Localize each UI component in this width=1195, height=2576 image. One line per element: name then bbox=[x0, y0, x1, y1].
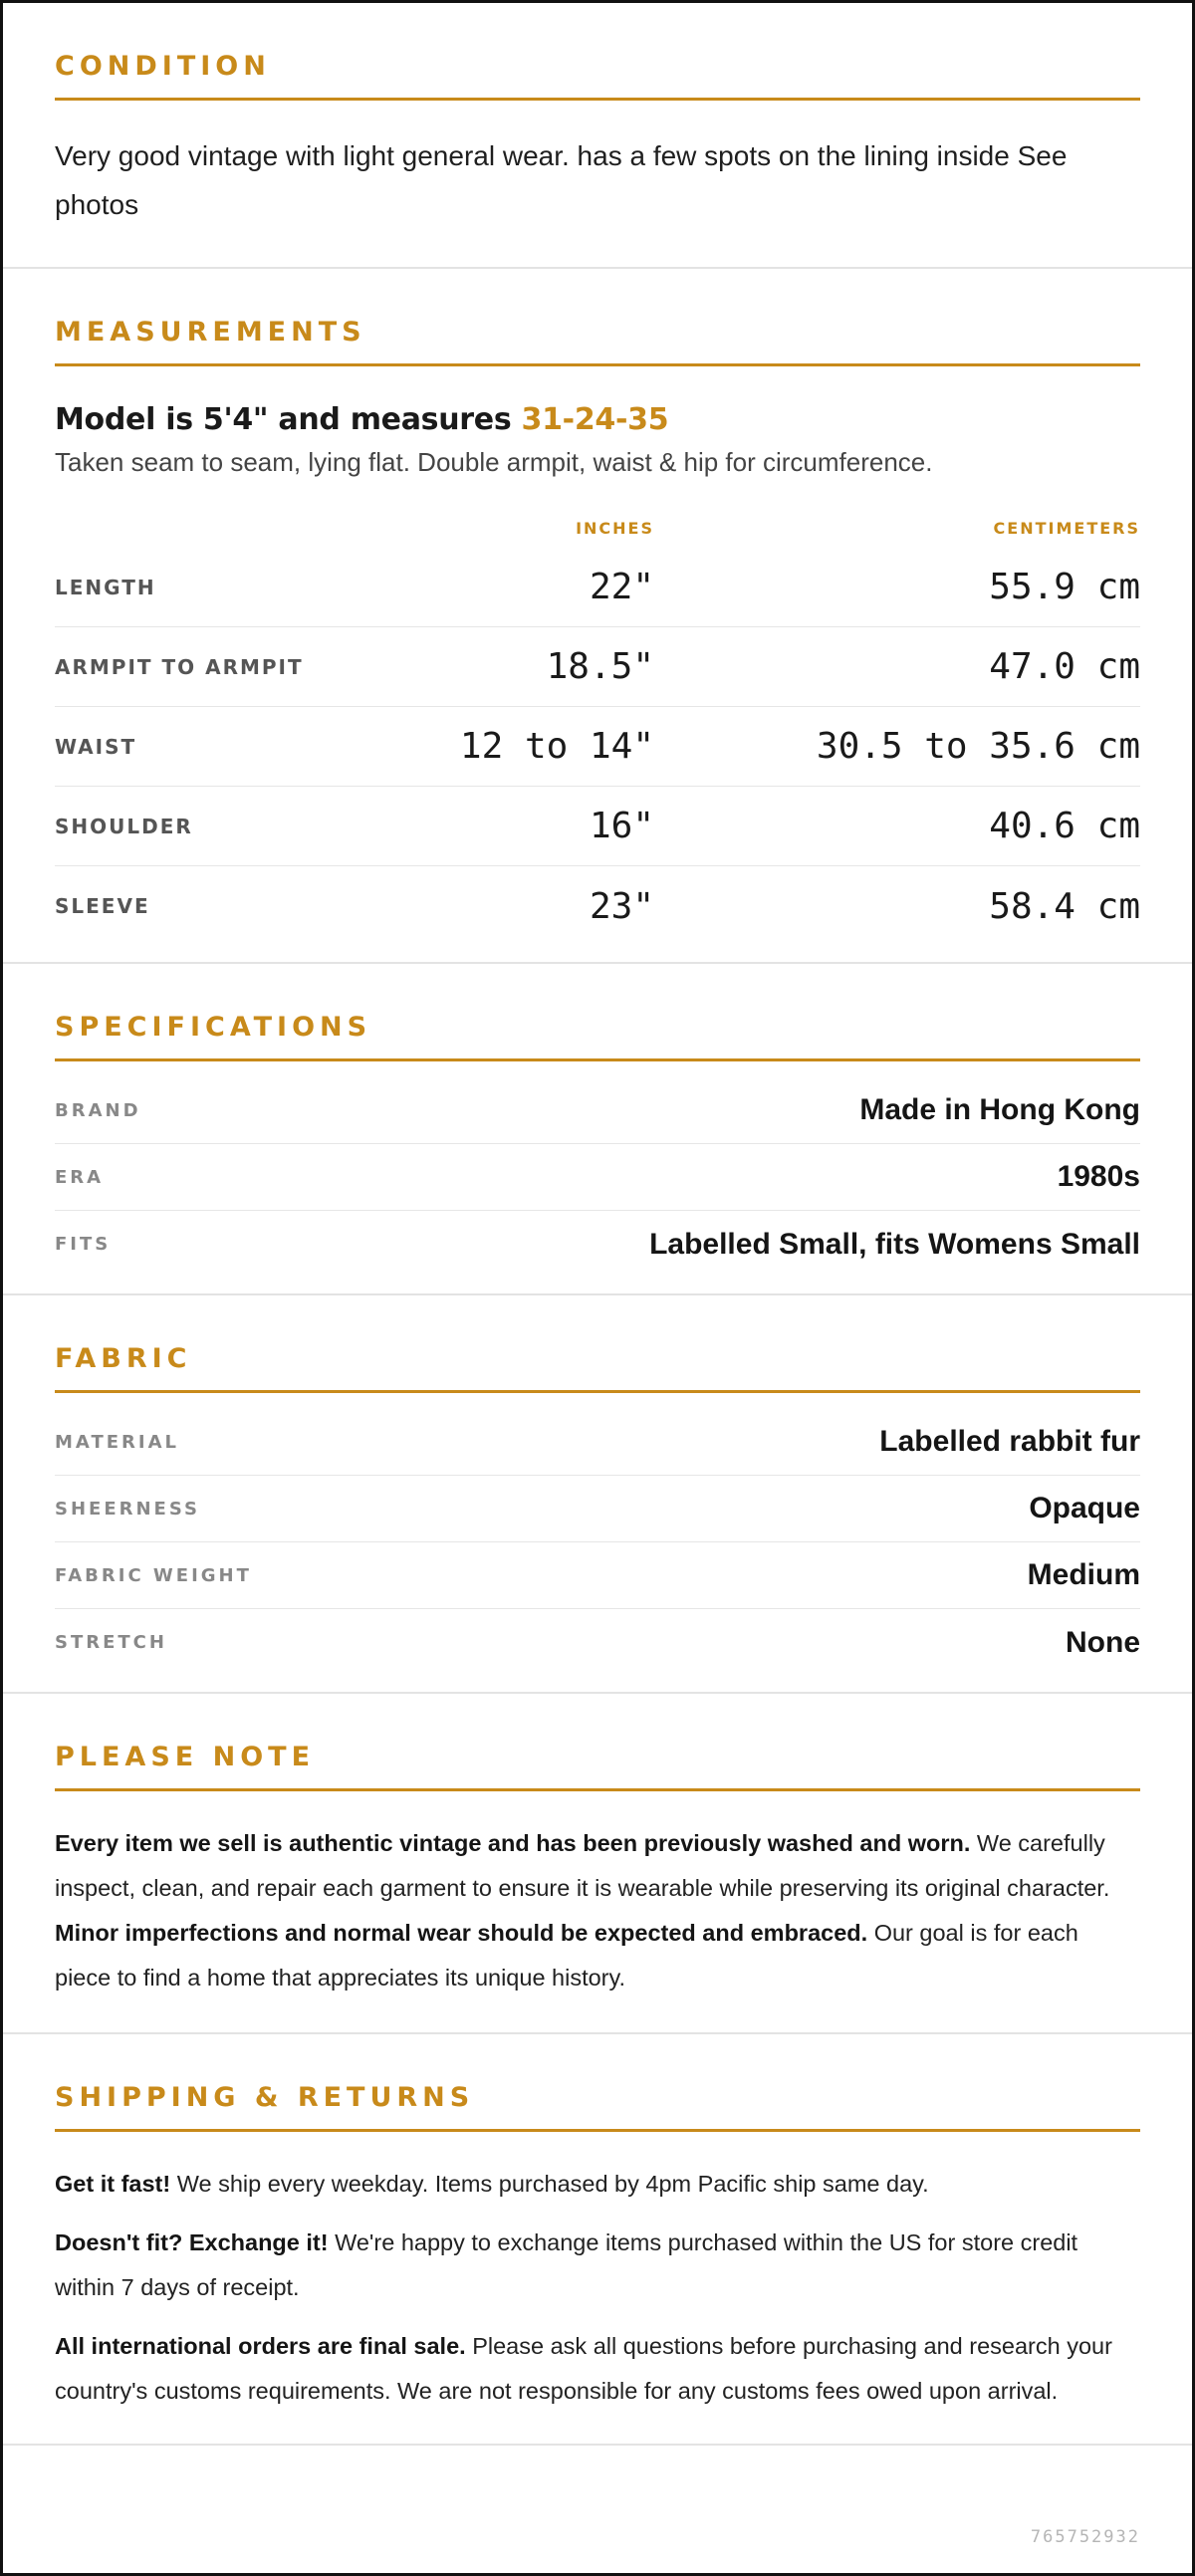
spec-label: ERA bbox=[55, 1166, 105, 1188]
exchange-text: We're happy to exchange items purchased within the US for store credit within 7 days of receipt. bbox=[55, 2229, 1078, 2300]
spec-label: FITS bbox=[55, 1234, 112, 1255]
note-text-1: We carefully inspect, clean, and repair each garment to ensure it is wearable while preserving its original character. bbox=[55, 1830, 1110, 1901]
fabric-heading: FABRIC bbox=[55, 1343, 1140, 1393]
measurement-inches: 18.5" bbox=[546, 646, 654, 687]
fabric-section bbox=[3, 1295, 1192, 1694]
fabric-value: Labelled rabbit fur bbox=[879, 1425, 1140, 1458]
shipping-fast-paragraph bbox=[55, 2162, 1140, 2207]
specifications-heading: SPECIFICATIONS bbox=[55, 1012, 1140, 1061]
fabric-label: FABRIC WEIGHT bbox=[55, 1564, 252, 1586]
exchange-paragraph bbox=[55, 2221, 1140, 2310]
fabric-value: Medium bbox=[1027, 1558, 1140, 1591]
measurement-method-note: Taken seam to seam, lying flat. Double armpit, waist & hip for circumference. bbox=[55, 447, 933, 477]
fabric-row-material bbox=[55, 1409, 1140, 1476]
shipping-paragraphs bbox=[55, 2132, 1140, 2444]
specifications-section bbox=[3, 964, 1192, 1295]
spec-value: Labelled Small, fits Womens Small bbox=[649, 1227, 1140, 1261]
spec-value: 1980s bbox=[1057, 1160, 1140, 1193]
fabric-row-stretch bbox=[55, 1609, 1140, 1676]
measurements-table bbox=[55, 508, 1140, 962]
condition-section bbox=[3, 3, 1192, 269]
measurement-inches: 22" bbox=[589, 567, 654, 607]
fabric-list bbox=[55, 1409, 1140, 1692]
fabric-row-sheerness bbox=[55, 1476, 1140, 1542]
shipping-returns-heading: SHIPPING & RETURNS bbox=[55, 2082, 1140, 2132]
measurement-cm: 30.5 to 35.6 cm bbox=[816, 726, 1140, 767]
exchange-bold: Doesn't fit? Exchange it! bbox=[55, 2229, 329, 2255]
product-id: 765752932 bbox=[1030, 2527, 1140, 2547]
measurement-cm: 47.0 cm bbox=[989, 646, 1140, 687]
measurement-row-waist bbox=[55, 707, 1140, 787]
measurement-cm: 55.9 cm bbox=[989, 567, 1140, 607]
measurement-label: LENGTH bbox=[55, 575, 156, 599]
spec-row-brand bbox=[55, 1077, 1140, 1144]
measurements-heading: MEASUREMENTS bbox=[55, 317, 1140, 366]
measurement-inches: 23" bbox=[589, 885, 654, 927]
measurement-inches: 12 to 14" bbox=[459, 726, 654, 767]
fabric-label: STRETCH bbox=[55, 1632, 167, 1653]
measurement-row-shoulder bbox=[55, 787, 1140, 866]
fabric-value: None bbox=[1066, 1625, 1140, 1659]
measurement-row-length bbox=[55, 548, 1140, 627]
fabric-value: Opaque bbox=[1029, 1492, 1140, 1524]
measurement-label: SLEEVE bbox=[55, 894, 150, 918]
spec-value: Made in Hong Kong bbox=[859, 1093, 1140, 1126]
note-text-2: Our goal is for each piece to find a home that appreciates its unique history. bbox=[55, 1920, 1078, 1991]
international-paragraph bbox=[55, 2324, 1140, 2414]
measurement-inches: 16" bbox=[589, 806, 654, 846]
measurement-row-armpit bbox=[55, 627, 1140, 707]
measurement-cm: 40.6 cm bbox=[989, 806, 1140, 846]
measurement-row-sleeve bbox=[55, 866, 1140, 946]
fabric-row-weight bbox=[55, 1542, 1140, 1609]
note-bold-2: Minor imperfections and normal wear should be expected and embraced. bbox=[55, 1920, 868, 1946]
shipping-fast-text: We ship every weekday. Items purchased by 4pm Pacific ship same day. bbox=[170, 2171, 929, 2197]
fabric-label: MATERIAL bbox=[55, 1431, 179, 1453]
international-bold: All international orders are final sale. bbox=[55, 2333, 466, 2359]
spec-row-fits bbox=[55, 1211, 1140, 1278]
model-measurements bbox=[55, 402, 1140, 437]
spec-row-era bbox=[55, 1144, 1140, 1211]
measurement-label: ARMPIT TO ARMPIT bbox=[55, 654, 304, 679]
note-bold-1: Every item we sell is authentic vintage and has been previously washed and worn. bbox=[55, 1830, 971, 1856]
centimeters-column-header: CENTIMETERS bbox=[993, 518, 1140, 538]
inches-column-header: INCHES bbox=[576, 518, 654, 538]
please-note-section bbox=[3, 1694, 1192, 2034]
measurement-label: SHOULDER bbox=[55, 814, 193, 838]
fabric-label: SHEERNESS bbox=[55, 1498, 200, 1520]
specifications-list bbox=[55, 1077, 1140, 1293]
spec-label: BRAND bbox=[55, 1099, 141, 1121]
model-measures-value: 31-24-35 bbox=[521, 402, 669, 437]
measurement-label: WAIST bbox=[55, 734, 137, 759]
international-text: Please ask all questions before purchasing and research your country's customs requirements. We are not responsible for any customs fees owed upon arrival. bbox=[55, 2333, 1112, 2404]
shipping-returns-section bbox=[3, 2034, 1192, 2446]
please-note-text bbox=[55, 1791, 1140, 2032]
please-note-heading: PLEASE NOTE bbox=[55, 1742, 1140, 1791]
condition-heading: CONDITION bbox=[55, 51, 1140, 101]
measurements-section bbox=[3, 269, 1192, 964]
condition-text: Very good vintage with light general wear. has a few spots on the lining inside See photos bbox=[55, 140, 1068, 220]
shipping-fast-bold: Get it fast! bbox=[55, 2171, 171, 2197]
measurements-table-header bbox=[55, 508, 1140, 548]
model-prefix: Model is 5'4" and measures bbox=[55, 402, 522, 437]
measurement-cm: 58.4 cm bbox=[989, 885, 1140, 927]
